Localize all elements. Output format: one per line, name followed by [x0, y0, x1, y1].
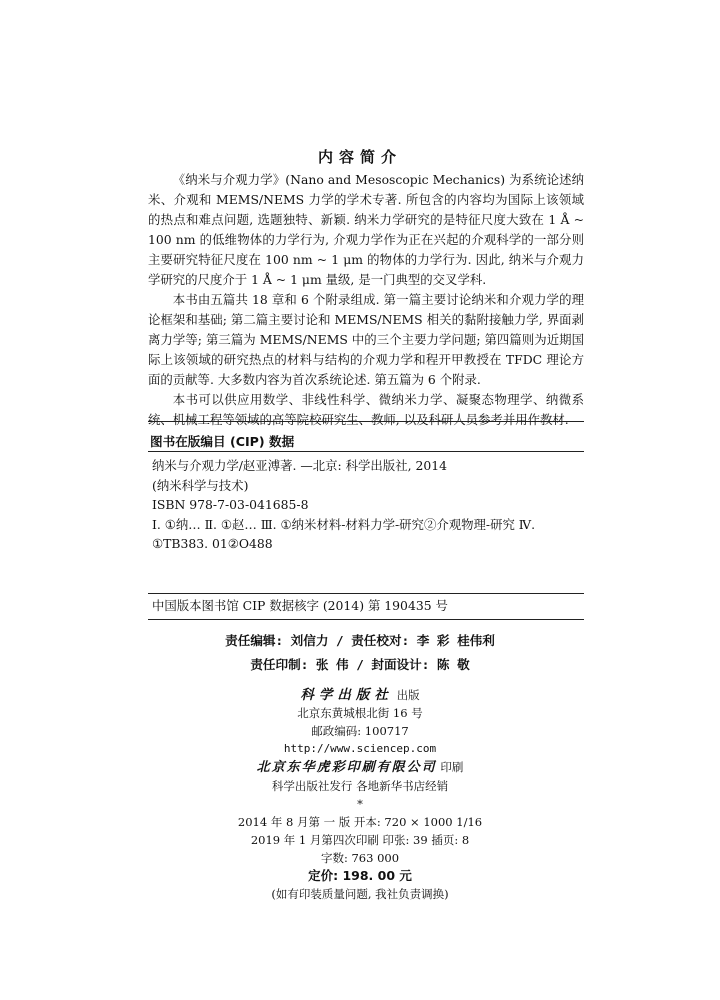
printer-name: 北京东华虎彩印刷有限公司	[256, 760, 437, 775]
cip-line: (纳米科学与技术)	[152, 477, 249, 493]
publisher-line	[0, 686, 720, 704]
summary-paragraph-1: 《纳米与介观力学》(Nano and Mesoscopic Mechanics) 为系统论述纳米、介观和 MEMS/NEMS 力学的学术专著. 所包含的内容均为国际上该领域的热点和难点问题, 选题独特、新颖. 纳米力学研究的是特征尺度大致在 1 Å ~ 100 nm 的低维物体的力学行为, 介观力学作为正在兴起的介观科学的一部分则主要研究特征尺度在 100 nm ~ 1 μm 的物体的力学行为. 因此, 纳米与介观力学研究的尺度介于 1 Å ~ 1 μm 量级, 是一门典型的交叉学科.	[148, 172, 584, 287]
postcode: 邮政编码: 100717	[311, 724, 409, 738]
quality-notice: (如有印装质量问题, 我社负责调换)	[271, 887, 449, 901]
divider-top	[148, 421, 584, 422]
distribution: 科学出版社发行 各地新华书店经销	[271, 779, 449, 793]
imprint-block	[0, 686, 720, 903]
cip-divider-top	[148, 451, 584, 452]
word-count: 字数: 763 000	[320, 851, 400, 865]
cip-classification: Ⅰ. ①纳… Ⅱ. ①赵… Ⅲ. ①纳米材料-材料力学-研究②介观物理-研究 Ⅳ. ①TB383. 01②O488	[152, 516, 536, 552]
printing-line: 2019 年 1 月第四次印刷 印张: 39 插页: 8	[250, 833, 470, 847]
cip-divider-middle	[148, 593, 584, 594]
price: 定价: 198. 00 元	[308, 868, 412, 883]
separator-mark: *	[357, 797, 363, 811]
cip-registration-number: 中国版本图书馆 CIP 数据核字 (2014) 第 190435 号	[152, 598, 448, 613]
editor-credits: 责任编辑: 刘信力 / 责任校对: 李 彩 桂伟利	[225, 633, 495, 648]
content-summary	[148, 170, 584, 430]
printer-line	[0, 758, 720, 777]
content-summary-heading: 内容简介	[317, 148, 402, 166]
summary-paragraph-3: 本书可以供应用数学、非线性科学、微纳米力学、凝聚态物理学、纳微系统、机械工程等领域的高等院校研究生、教师, 以及科研人员参考并用作教材.	[148, 392, 584, 427]
summary-paragraph-2: 本书由五篇共 18 章和 6 个附录组成. 第一篇主要讨论纳米和介观力学的理论框架和基础; 第二篇主要讨论和 MEMS/NEMS 相关的黏附接触力学, 界面剥离力学等; 第三篇为 MEMS/NEMS 中的三个主要力学问题; 第四篇则为近期国际上该领域的研究热点的材料与结构的介观力学和程开甲教授在 TFDC 理论方面的贡献等. 大多数内容为首次系统论述. 第五篇为 6 个附录.	[148, 292, 584, 387]
publisher-url: http://www.sciencep.com	[283, 742, 437, 755]
edition-line: 2014 年 8 月第 一 版 开本: 720 × 1000 1/16	[237, 815, 483, 829]
publisher-address: 北京东黄城根北街 16 号	[297, 706, 423, 720]
production-credits: 责任印制: 张 伟 / 封面设计: 陈 敬	[250, 657, 470, 672]
cip-line: 纳米与介观力学/赵亚溥著. —北京: 科学出版社, 2014	[152, 458, 447, 473]
cip-divider-bottom	[148, 619, 584, 620]
publisher-suffix: 出版	[396, 688, 420, 702]
cip-registration	[152, 596, 580, 616]
publisher-logo: 科学出版社	[300, 687, 393, 703]
cip-title: 图书在版编目 (CIP) 数据	[150, 434, 295, 449]
cip-line: ISBN 978-7-03-041685-8	[152, 497, 309, 513]
printer-suffix: 印刷	[440, 760, 464, 774]
cip-data-block	[152, 456, 580, 554]
